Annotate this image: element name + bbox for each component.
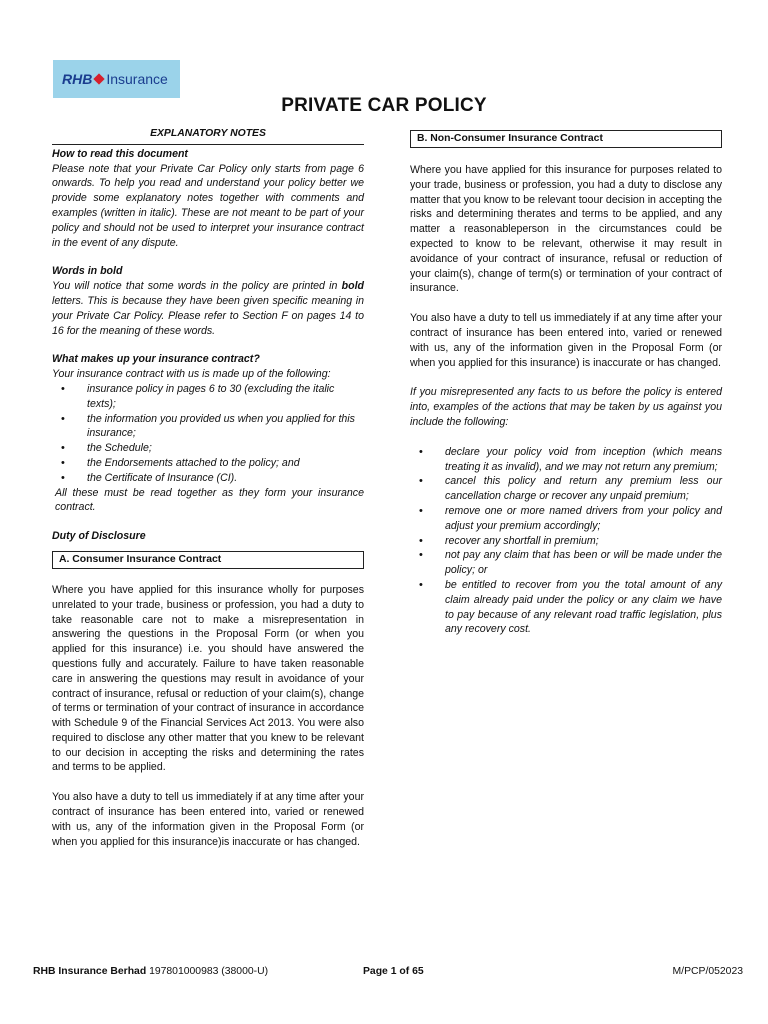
list-item: • be entitled to recover from you the total amount of any claim already paid under the policy or any claim we have to pay because of any relevant road traffic legislation, plus any recovery cost. (410, 578, 722, 637)
how-to-read-heading: How to read this document (52, 147, 188, 160)
list-item: • insurance policy in pages 6 to 30 (excluding the italic texts); (52, 382, 364, 412)
words-in-bold-heading: Words in bold (52, 265, 123, 278)
how-to-read-text: Please note that your Private Car Policy only starts from page 6 onwards. To help you read and understand your policy better we provide some explanatory notes together with comments and examples (written in italic). These are not meant to be part of your policy and should not be used to interpret your insurance contract in the event of any dispute. (52, 162, 364, 249)
non-consumer-para-2: You also have a duty to tell us immediately if at any time after your contract of insurance has been entered into, varied or renewed with us, any of the information given in the Proposal Form (or when you applied for this insurance) is inaccurate or has changed. (410, 312, 722, 369)
footer-doc-code: M/PCP/052023 (672, 966, 743, 977)
list-item: • declare your policy void from inception (which means treating it as invalid), and we may not return any premium; (410, 445, 722, 475)
diamond-icon (94, 73, 105, 84)
misrepresentation-actions-list (410, 445, 722, 637)
contract-makeup-heading: What makes up your insurance contract? (52, 353, 260, 366)
duty-of-disclosure-heading: Duty of Disclosure (52, 530, 146, 543)
list-item: • the information you provided us when you applied for this insurance; (52, 412, 364, 442)
bold-word: bold (341, 280, 364, 293)
footer-reg-number: 197801000983 (38000-U) (149, 966, 269, 977)
list-item: • remove one or more named drivers from your policy and adjust your premium accordingly; (410, 504, 722, 534)
footer-company-name: RHB Insurance Berhad (33, 966, 147, 977)
list-item: • not pay any claim that has been or will be made under the policy; or (410, 548, 722, 578)
right-column (410, 130, 722, 637)
contract-makeup-intro: Your insurance contract with us is made up of the following: (52, 368, 331, 381)
consumer-contract-para-1: Where you have applied for this insurance wholly for purposes unrelated to your trade, business or profession, you had a duty to take reasonable care not to make a misrepresentation in answering the questions in the Proposal Form (or when you applied for this insurance) i.e. you should have answered the questions fully and accurately. Failure to have taken reasonable care in answering the questions may result in avoidance of your contract of insurance, refusal or reduction of your claim(s), change of terms or termination of your contract of insurance in accordance with Schedule 9 of the Financial Services Act 2013. You were also required to disclose any other matter that you knew to be relevant to our decision in accepting the risks and determining the rates and terms to be applied. (52, 583, 364, 774)
footer-page-of: of (399, 966, 410, 977)
list-item: • recover any shortfall in premium; (410, 534, 722, 549)
footer-page-number (363, 964, 424, 980)
list-item: • cancel this policy and return any premium less our cancellation charge or recover any unpaid premium; (410, 474, 722, 504)
footer-company (33, 964, 268, 980)
rhb-insurance-logo (53, 60, 180, 98)
non-consumer-para-1: Where you have applied for this insurance for purposes related to your trade, business or profession, you had a duty to disclose any matter that you know to be relevant toour decision in accepting the risks and determining therates and terms to be applied, and any matter a reasonableperson in the circumstances could be expected to know to be relevant, otherwise it may result in avoidance of your contract of insurance, refusal or reduction of your claim(s), change of term(s) or termination of your contract of insurance. (410, 164, 722, 295)
logo-text (62, 71, 168, 87)
contract-makeup-outro: All these must be read together as they form your insurance contract. (55, 486, 364, 514)
list-item: • the Schedule; (52, 441, 364, 456)
list-item: • the Endorsements attached to the policy; and (52, 456, 364, 471)
footer-page-total: 65 (412, 966, 424, 977)
contract-makeup-list (52, 382, 364, 486)
words-in-bold-text (52, 279, 364, 338)
page-footer (33, 964, 743, 980)
consumer-contract-para-2: You also have a duty to tell us immediately if at any time after your contract of insurance has been entered into, varied or renewed with us, any of the information given in the Proposal Form (or when you applied for this insurance)is inaccurate or has changed. (52, 791, 364, 848)
list-item: • the Certificate of Insurance (CI). (52, 471, 364, 486)
footer-page-word: Page (363, 966, 388, 977)
non-consumer-para-3: If you misrepresented any facts to us before the policy is entered into, examples of the actions that may be taken by us against you include the following: (410, 386, 722, 428)
non-consumer-contract-heading: B. Non-Consumer Insurance Contract (410, 130, 722, 148)
logo-product: Insurance (106, 71, 168, 87)
words-in-bold-text-2: letters. This is because they have been given specific meaning in your Private Car Policy. Please refer to Section F on pages 14 to 16 for the meaning of these words. (52, 294, 364, 337)
logo-brand: RHB (62, 71, 93, 87)
words-in-bold-text-1: You will notice that some words in the policy are printed in (52, 280, 338, 293)
footer-page-current: 1 (390, 966, 397, 977)
explanatory-notes-heading: EXPLANATORY NOTES (52, 127, 364, 145)
left-column (52, 127, 364, 849)
consumer-contract-heading: A. Consumer Insurance Contract (52, 551, 364, 569)
page-title: PRIVATE CAR POLICY (281, 95, 487, 116)
